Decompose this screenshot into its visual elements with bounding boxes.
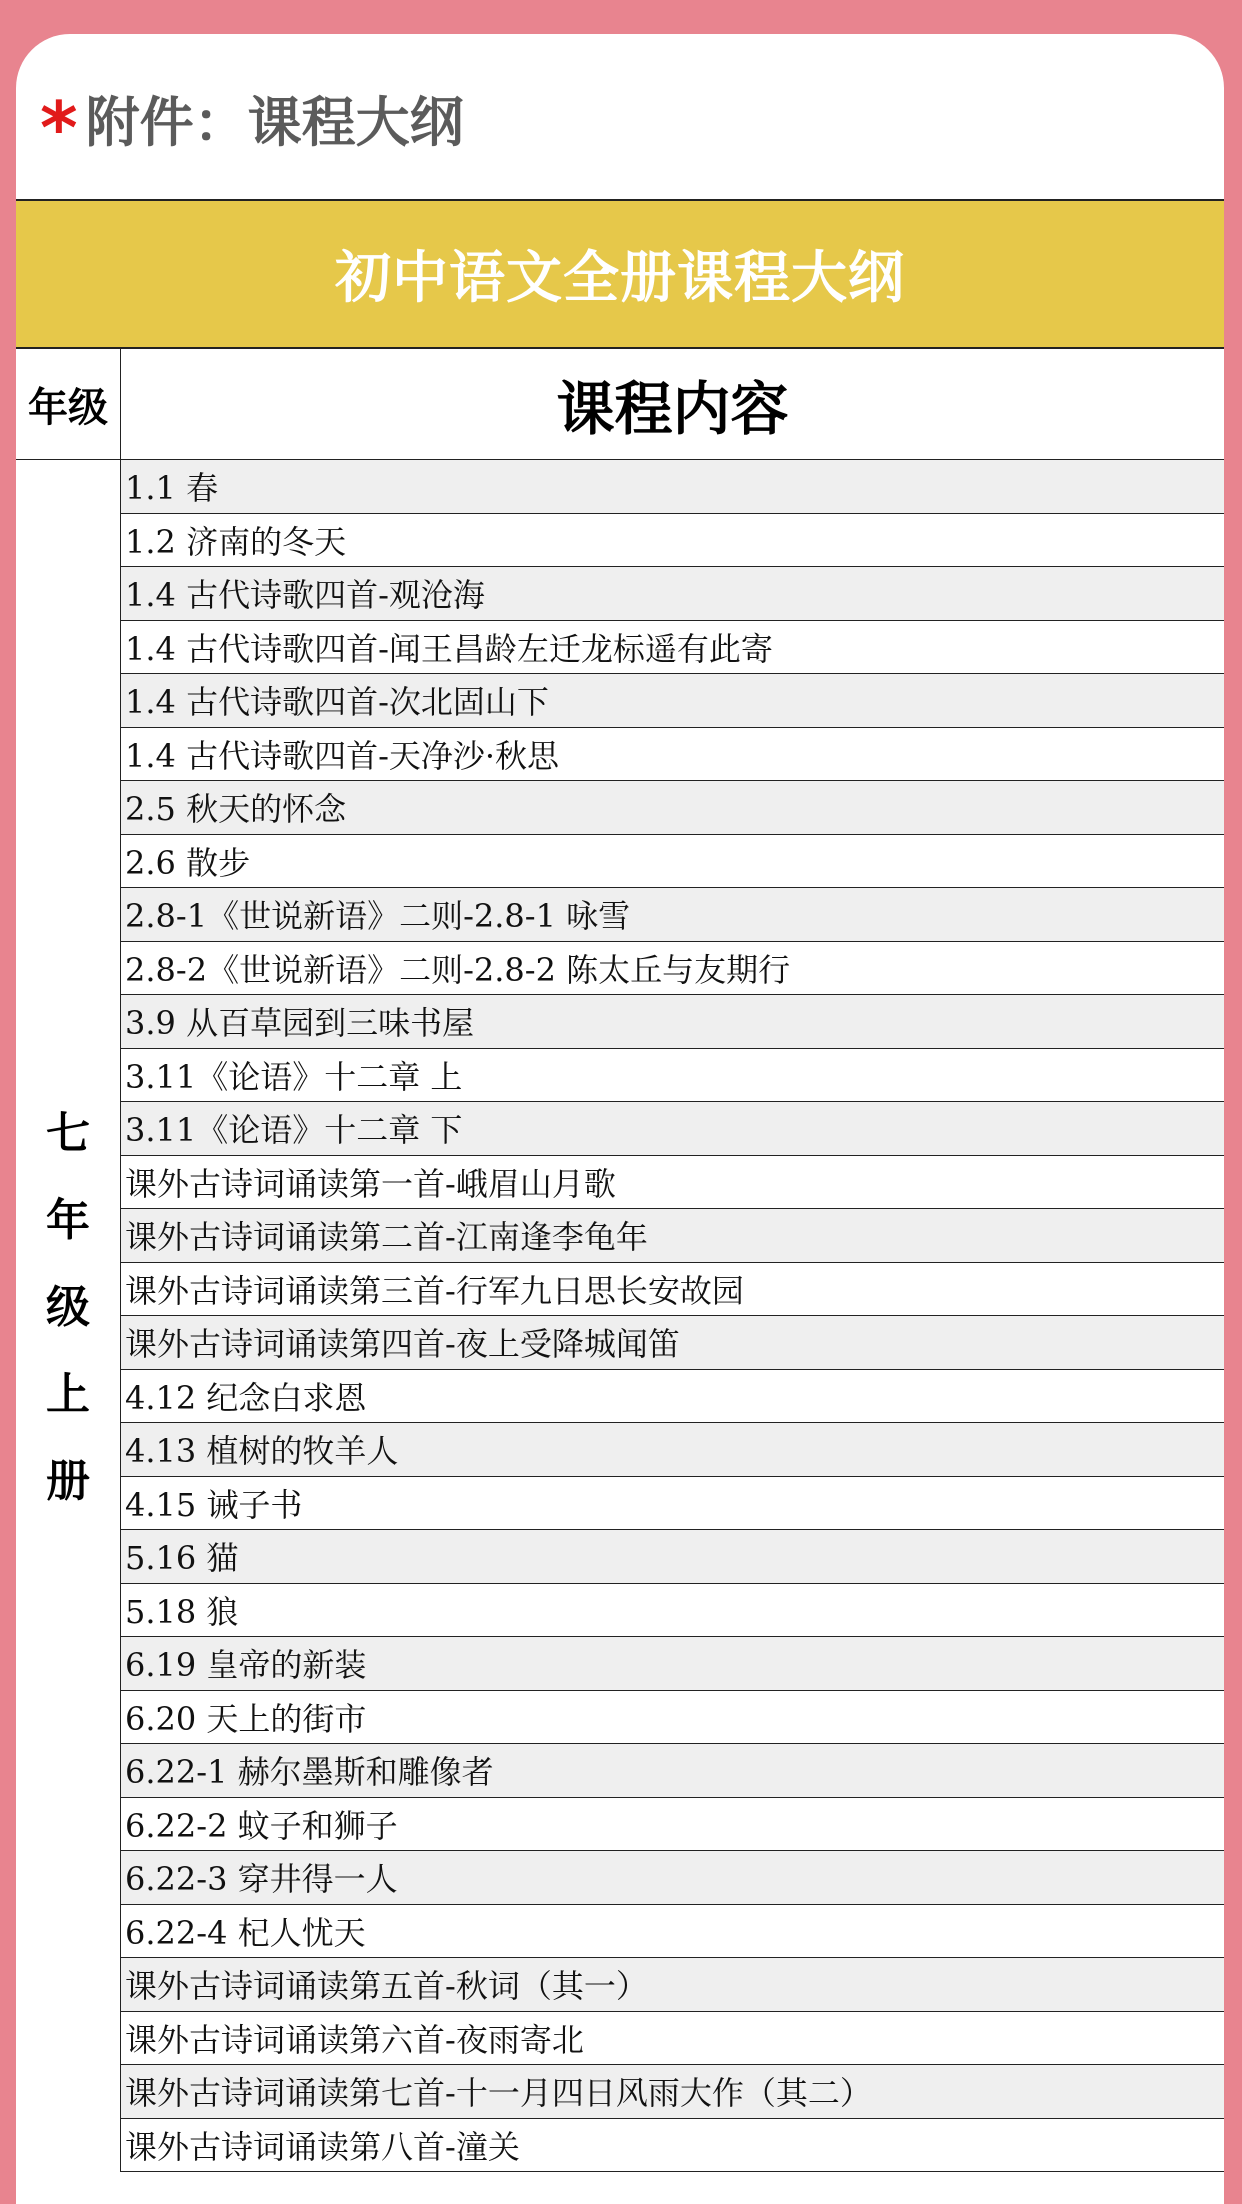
grade-char: 级 (46, 1282, 90, 1333)
lesson-row: 课外古诗词诵读第五首-秋词（其一） (121, 1958, 1224, 2012)
table-body (16, 460, 1224, 2172)
grade-label (16, 1090, 120, 1525)
asterisk-icon: * (40, 86, 78, 170)
lesson-row: 1.4 古代诗歌四首-天净沙·秋思 (121, 728, 1224, 782)
lesson-list (121, 460, 1224, 2172)
lesson-row: 课外古诗词诵读第四首-夜上受降城闻笛 (121, 1316, 1224, 1370)
lesson-row: 课外古诗词诵读第七首-十一月四日风雨大作（其二） (121, 2065, 1224, 2119)
lesson-row: 3.11《论语》十二章 上 (121, 1049, 1224, 1103)
lesson-row: 1.4 古代诗歌四首-观沧海 (121, 567, 1224, 621)
table-header-row (16, 349, 1224, 460)
lesson-row: 2.8-1《世说新语》二则-2.8-1 咏雪 (121, 888, 1224, 942)
lesson-row: 6.19 皇帝的新装 (121, 1637, 1224, 1691)
lesson-row: 2.6 散步 (121, 835, 1224, 889)
course-table (16, 199, 1224, 2172)
lesson-row: 5.18 狼 (121, 1584, 1224, 1638)
grade-char: 上 (46, 1369, 90, 1420)
grade-char: 七 (46, 1108, 90, 1159)
lesson-row: 1.1 春 (121, 460, 1224, 514)
lesson-row: 1.4 古代诗歌四首-次北固山下 (121, 674, 1224, 728)
lesson-row: 6.22-3 穿井得一人 (121, 1851, 1224, 1905)
lesson-row: 6.22-1 赫尔墨斯和雕像者 (121, 1744, 1224, 1798)
grade-cell (16, 460, 121, 2172)
lesson-row: 6.22-2 蚊子和狮子 (121, 1798, 1224, 1852)
lesson-row: 3.11《论语》十二章 下 (121, 1102, 1224, 1156)
lesson-row: 4.13 植树的牧羊人 (121, 1423, 1224, 1477)
lesson-row: 6.22-4 杞人忧天 (121, 1905, 1224, 1959)
lesson-row: 1.4 古代诗歌四首-闻王昌龄左迁龙标遥有此寄 (121, 621, 1224, 675)
content-column-header: 课程内容 (556, 375, 789, 443)
lesson-row: 课外古诗词诵读第二首-江南逢李龟年 (121, 1209, 1224, 1263)
lesson-row: 6.20 天上的街市 (121, 1691, 1224, 1745)
attachment-heading (40, 78, 464, 170)
lesson-row: 课外古诗词诵读第一首-峨眉山月歌 (121, 1156, 1224, 1210)
table-title: 初中语文全册课程大纲 (16, 199, 1224, 349)
lesson-row: 2.8-2《世说新语》二则-2.8-2 陈太丘与友期行 (121, 942, 1224, 996)
lesson-row: 课外古诗词诵读第三首-行军九日思长安故园 (121, 1263, 1224, 1317)
grade-column-header: 年级 (16, 349, 121, 459)
lesson-row: 课外古诗词诵读第六首-夜雨寄北 (121, 2012, 1224, 2066)
course-outline-card (16, 34, 1224, 2204)
lesson-row: 4.12 纪念白求恩 (121, 1370, 1224, 1424)
grade-char: 册 (46, 1456, 90, 1507)
lesson-row: 课外古诗词诵读第八首-潼关 (121, 2119, 1224, 2173)
lesson-row: 5.16 猫 (121, 1530, 1224, 1584)
grade-char: 年 (46, 1195, 90, 1246)
lesson-row: 3.9 从百草园到三味书屋 (121, 995, 1224, 1049)
attachment-title: 附件：课程大纲 (85, 90, 464, 154)
lesson-row: 2.5 秋天的怀念 (121, 781, 1224, 835)
lesson-row: 4.15 诫子书 (121, 1477, 1224, 1531)
lesson-row: 1.2 济南的冬天 (121, 514, 1224, 568)
